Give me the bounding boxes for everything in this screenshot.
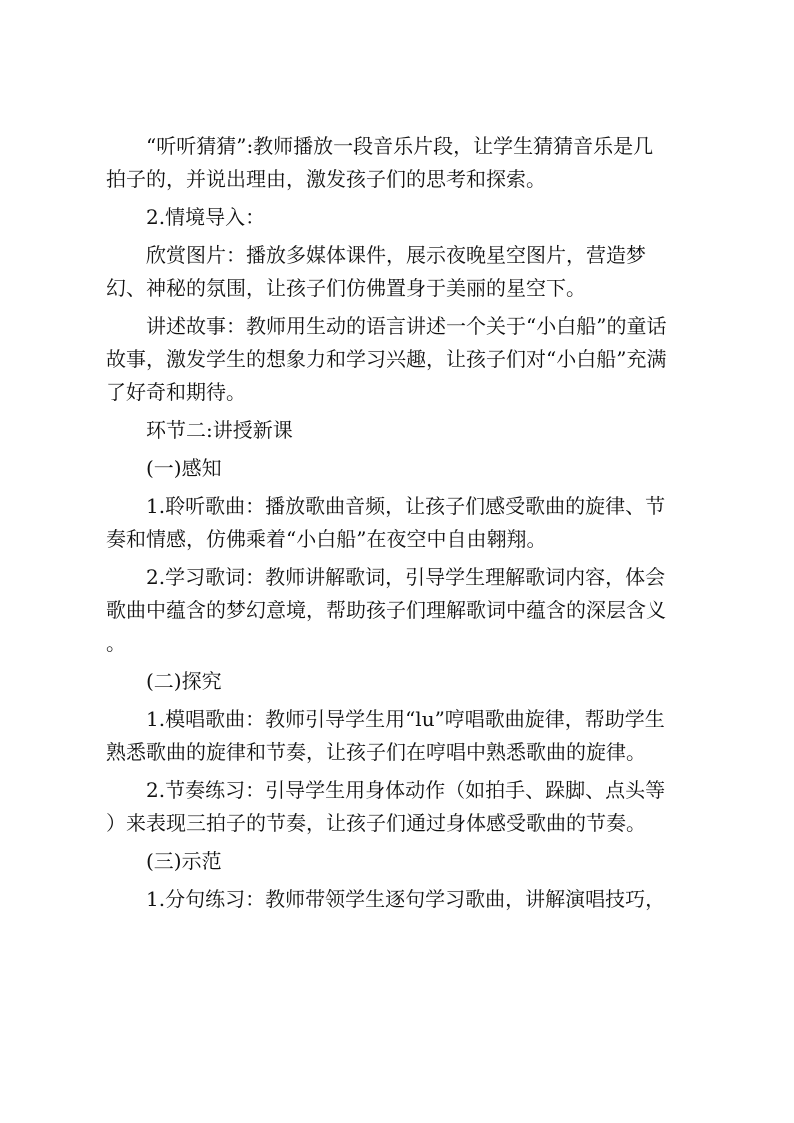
text-line: 讲述故事：教师用生动的语言讲述一个关于“小白船”的童话 [146,314,667,338]
heading-perception [106,452,698,485]
paragraph-rhythm-practice [106,774,698,840]
text-line: 了好奇和期待。 [106,380,246,404]
text-line: 2.节奏练习：引导学生用身体动作（如拍手、跺脚、点头等 [146,778,666,802]
paragraph-appreciate-pictures [106,239,698,305]
text-line: 熟悉歌曲的旋律和节奏，让孩子们在哼唱中熟悉歌曲的旋律。 [106,740,646,764]
text-line: ）来表现三拍子的节奏，让孩子们通过身体感受歌曲的节奏。 [106,811,646,835]
text-line: (二)探究 [146,669,222,693]
text-line: 2.情境导入： [146,205,266,229]
text-line: 1.分句练习：教师带领学生逐句学习歌曲，讲解演唱技巧， [146,887,666,911]
paragraph-hum-song [106,703,698,769]
paragraph-listen-guess [106,130,698,196]
paragraph-sentence-practice [106,883,698,916]
text-line: “听听猜猜”:教师播放一段音乐片段，让学生猜猜音乐是几 [146,134,654,158]
text-line: 2.学习歌词：教师讲解歌词，引导学生理解歌词内容，体会 [146,565,666,589]
text-line: 歌曲中蕴含的梦幻意境，帮助孩子们理解歌词中蕴含的深层含义 [106,598,666,622]
paragraph-learn-lyrics [106,561,698,660]
text-line: 欣赏图片：播放多媒体课件，展示夜晚星空图片，营造梦 [146,243,646,267]
heading-scenario-intro [106,201,698,234]
text-line: 幻、神秘的氛围，让孩子们仿佛置身于美丽的星空下。 [106,276,586,300]
text-line: 1.聆听歌曲：播放歌曲音频，让孩子们感受歌曲的旋律、节 [146,494,666,518]
paragraph-listen-song [106,490,698,556]
text-line: 。 [106,631,126,655]
heading-exploration [106,665,698,698]
heading-section-two [106,414,698,447]
text-line: 环节二:讲授新课 [146,418,293,442]
text-line: (一)感知 [146,456,222,480]
text-line: 1.模唱歌曲：教师引导学生用“lu”哼唱歌曲旋律，帮助学生 [146,707,665,731]
text-line: 故事，激发学生的想象力和学习兴趣，让孩子们对“小白船”充满 [106,347,667,371]
document-body [106,130,698,916]
text-line: 奏和情感，仿佛乘着“小白船”在夜空中自由翱翔。 [106,527,547,551]
paragraph-tell-story [106,310,698,409]
heading-demonstration [106,845,698,878]
text-line: (三)示范 [146,849,222,873]
text-line: 拍子的，并说出理由，激发孩子们的思考和探索。 [106,167,546,191]
